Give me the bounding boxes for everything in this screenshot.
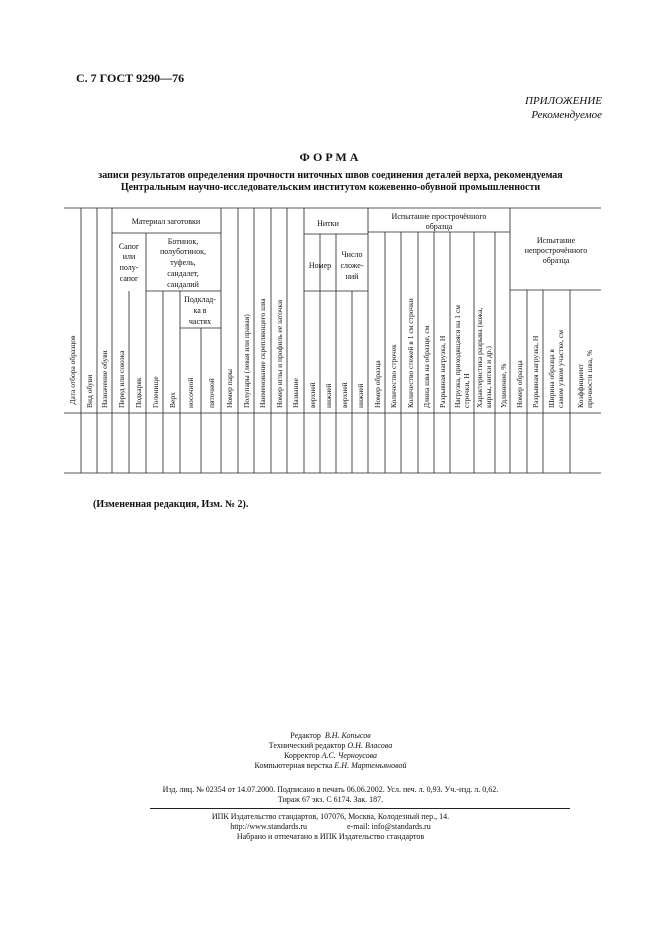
group-material: Материал заготовки (131, 217, 201, 226)
col-shoe-purpose: Назначение обуви (100, 350, 109, 408)
col-upper: Верх (168, 392, 177, 408)
subgroup-boots-l3: полу- (119, 263, 139, 272)
publishing-info (0, 785, 661, 805)
publishing-line2: Тираж 67 экз. С 6174. Зак. 187. (277, 795, 384, 804)
col-pair-number: Номер пары (225, 369, 234, 408)
col-strength-coef-a: Коэффициент (576, 364, 585, 408)
col-count-lower: нижней (356, 383, 365, 408)
col-number-lower: нижней (324, 383, 333, 408)
credit-layout (0, 761, 661, 771)
group-stitched-l2: образца (425, 222, 453, 231)
page-header: С. 7 ГОСТ 9290—76 (76, 71, 185, 85)
form-subtitle-line2: Центральным научно-исследовательским институтом кожевенно-обувной промышленности (120, 182, 541, 193)
group-threads: Нитки (317, 219, 339, 228)
subgroup-shoes-l2: полуботинок, (160, 247, 206, 256)
col-elongation: Удлинение, % (499, 363, 508, 408)
appendix-status: Рекомендуемое (531, 109, 602, 121)
col-rupture-type-a: Характеристика разрыва (кожа, (475, 307, 484, 408)
credit-corrector-name: А.С. Черноусова (321, 751, 378, 760)
subgroup-shoes-l3: туфель, (170, 258, 196, 267)
credit-editor-name: В.Н. Копысов (324, 731, 371, 740)
col-sample-number-2: Номер образца (515, 360, 524, 408)
col-seam-name: Наименование скрепляющего шва (258, 298, 267, 408)
col-stitches-per-cm: Количество стежей в 1 см строчки (406, 298, 415, 408)
col-rupture-type-b: кирзы, нитки и др.) (484, 346, 493, 408)
subgroup-shoes-l4: сандалет, (167, 269, 199, 278)
credit-layout-name: Е.Н. Мартемьяновой (334, 761, 407, 770)
col-bootleg: Голенище (151, 376, 160, 408)
col-toe-lining: носочной (186, 377, 195, 408)
col-load-per-cm-a: Нагрузка, приходящаяся на 1 см (453, 305, 462, 408)
col-front-or-vamp: Перед или союзка (117, 350, 126, 408)
subgroup-boots-l1: Сапог (118, 242, 140, 251)
group-stitched-l1: Испытание прострочённого (391, 212, 487, 221)
group-unstitched-l2: непрострочённого (524, 246, 588, 255)
col-stitch-lines: Количество строчек (389, 344, 398, 408)
publishing-line1: Изд. лиц. № 02354 от 14.07.2000. Подписано в печать 06.06.2002. Усл. печ. л. 0,93. Уч.-изд. л. 0,62. (162, 785, 499, 794)
subgroup-shoes-l1: Ботинок, (167, 237, 199, 246)
col-needle-number: Номер иглы и профиль ее заточки (275, 299, 284, 408)
publisher-line3: Набрано и отпечатано в ИПК Издательство стандартов (236, 832, 425, 841)
subgroup-count-l2: сложе- (340, 261, 364, 270)
publisher-line1: ИПК Издательство стандартов, 107076, Москва, Колодезный пер., 14. (211, 812, 450, 821)
col-narrow-width-b: самом узком участке, см (556, 330, 565, 408)
col-strength-coef-b: прочности шва, % (585, 349, 594, 408)
form-subtitle-line1: записи результатов определения прочности ниточных швов соединения деталей верха, рекомендуемая (98, 170, 563, 181)
col-sampling-date: Дата отбора образцов (68, 335, 77, 405)
footer-divider (150, 808, 570, 809)
subgroup-boots-l4: сапог (119, 274, 139, 283)
subgroup-lining-l2: ка в (193, 306, 207, 315)
credit-editor (0, 731, 661, 741)
col-narrow-width-a: Ширина образца в (547, 349, 556, 408)
col-breaking-load: Разрывная нагрузка, Н (438, 335, 447, 408)
credits-block (0, 731, 661, 771)
col-breaking-load-2: Разрывная нагрузка, Н (531, 335, 540, 408)
group-unstitched-l3: образца (542, 256, 570, 265)
credit-corrector-label: Корректор (283, 751, 320, 760)
credit-tech-editor-label: Технический редактор (268, 741, 346, 750)
publisher-line2: http://www.standards.ru e-mail: info@standards.ru (230, 822, 431, 831)
subgroup-count-l1: Число (341, 250, 363, 259)
col-heel-lining: пяточной (207, 378, 216, 408)
col-number-upper: верхней (308, 382, 317, 408)
subgroup-count-l3: ний (345, 272, 359, 281)
credit-layout-label: Компьютерная верстка (254, 761, 333, 770)
appendix-label: ПРИЛОЖЕНИЕ (525, 95, 602, 107)
credit-corrector (0, 751, 661, 761)
amendment-note: (Измененная редакция, Изм. № 2). (93, 499, 249, 510)
subgroup-lining-l3: частях (188, 317, 212, 326)
col-shoe-type: Вид обуви (85, 374, 94, 408)
publisher-info (0, 812, 661, 842)
group-unstitched-l1: Испытание (536, 236, 576, 245)
form-title: ФОРМА (299, 150, 362, 164)
col-counter: Подкаряк (134, 377, 143, 408)
col-seam-length: Длина шва на образце, см (422, 325, 431, 408)
subgroup-shoes-l5: сандалий (167, 280, 199, 289)
table-grid (64, 208, 601, 473)
col-half-pair: Полупары (левая или правая) (242, 314, 251, 408)
col-count-upper: верхней (340, 382, 349, 408)
col-sample-number: Номер образца (373, 360, 382, 408)
subgroup-number: Номер (308, 261, 332, 270)
credit-tech-editor (0, 741, 661, 751)
credit-editor-label: Редактор (290, 731, 321, 740)
col-load-per-cm-b: строчки, Н (462, 373, 471, 408)
col-thread-name: Название (291, 378, 300, 408)
subgroup-boots-l2: или (122, 252, 136, 261)
subgroup-lining-l1: Подклад- (184, 295, 216, 304)
credit-tech-editor-name: О.Н. Власова (347, 741, 393, 750)
